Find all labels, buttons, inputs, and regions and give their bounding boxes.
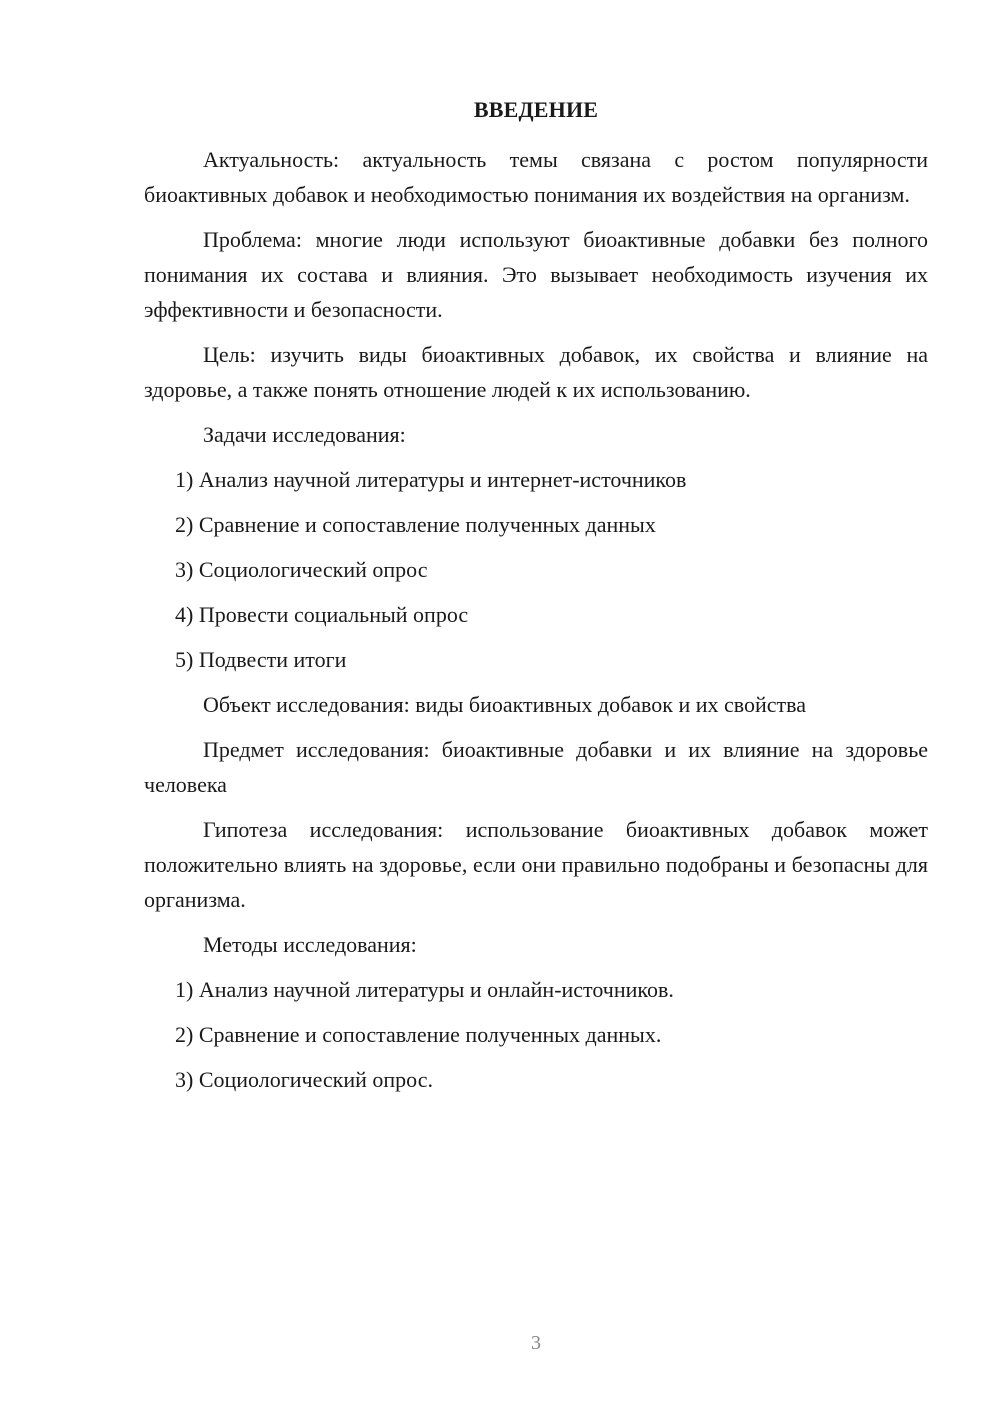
method-item: 2) Сравнение и сопоставление полученных данных. [175,1022,662,1047]
subject-paragraph: Предмет исследования: биоактивные добавки и их влияние на здоровье человека [144,737,928,797]
problem-paragraph: Проблема: многие люди используют биоактивные добавки без полного понимания их состава и влияния. Это вызывает необходимость изучения их эффективности и безопасности. [144,227,928,322]
method-item: 3) Социологический опрос. [175,1067,433,1092]
relevance-paragraph: Актуальность: актуальность темы связана с ростом популярности биоактивных добавок и необходимостью понимания их воздействия на организм. [144,147,928,207]
object-paragraph: Объект исследования: виды биоактивных добавок и их свойства [203,692,807,717]
method-item: 1) Анализ научной литературы и онлайн-источников. [175,977,674,1002]
task-item: 1) Анализ научной литературы и интернет-источников [175,467,687,492]
page-title: ВВЕДЕНИЕ [473,97,599,122]
tasks-list [144,462,928,677]
tasks-heading: Задачи исследования: [203,422,406,447]
document-body [144,142,928,1107]
task-item: 5) Подвести итоги [175,647,347,672]
task-item: 4) Провести социальный опрос [175,602,469,627]
task-item: 3) Социологический опрос [175,557,428,582]
task-item: 2) Сравнение и сопоставление полученных данных [175,512,656,537]
hypothesis-paragraph: Гипотеза исследования: использование биоактивных добавок может положительно влиять на здоровье, если они правильно подобраны и безопасны для организма. [144,817,928,912]
methods-list [144,972,928,1097]
goal-paragraph: Цель: изучить виды биоактивных добавок, их свойства и влияние на здоровье, а также понять отношение людей к их использованию. [144,342,928,402]
page-number: 3 [531,1332,541,1354]
methods-heading: Методы исследования: [203,932,417,957]
